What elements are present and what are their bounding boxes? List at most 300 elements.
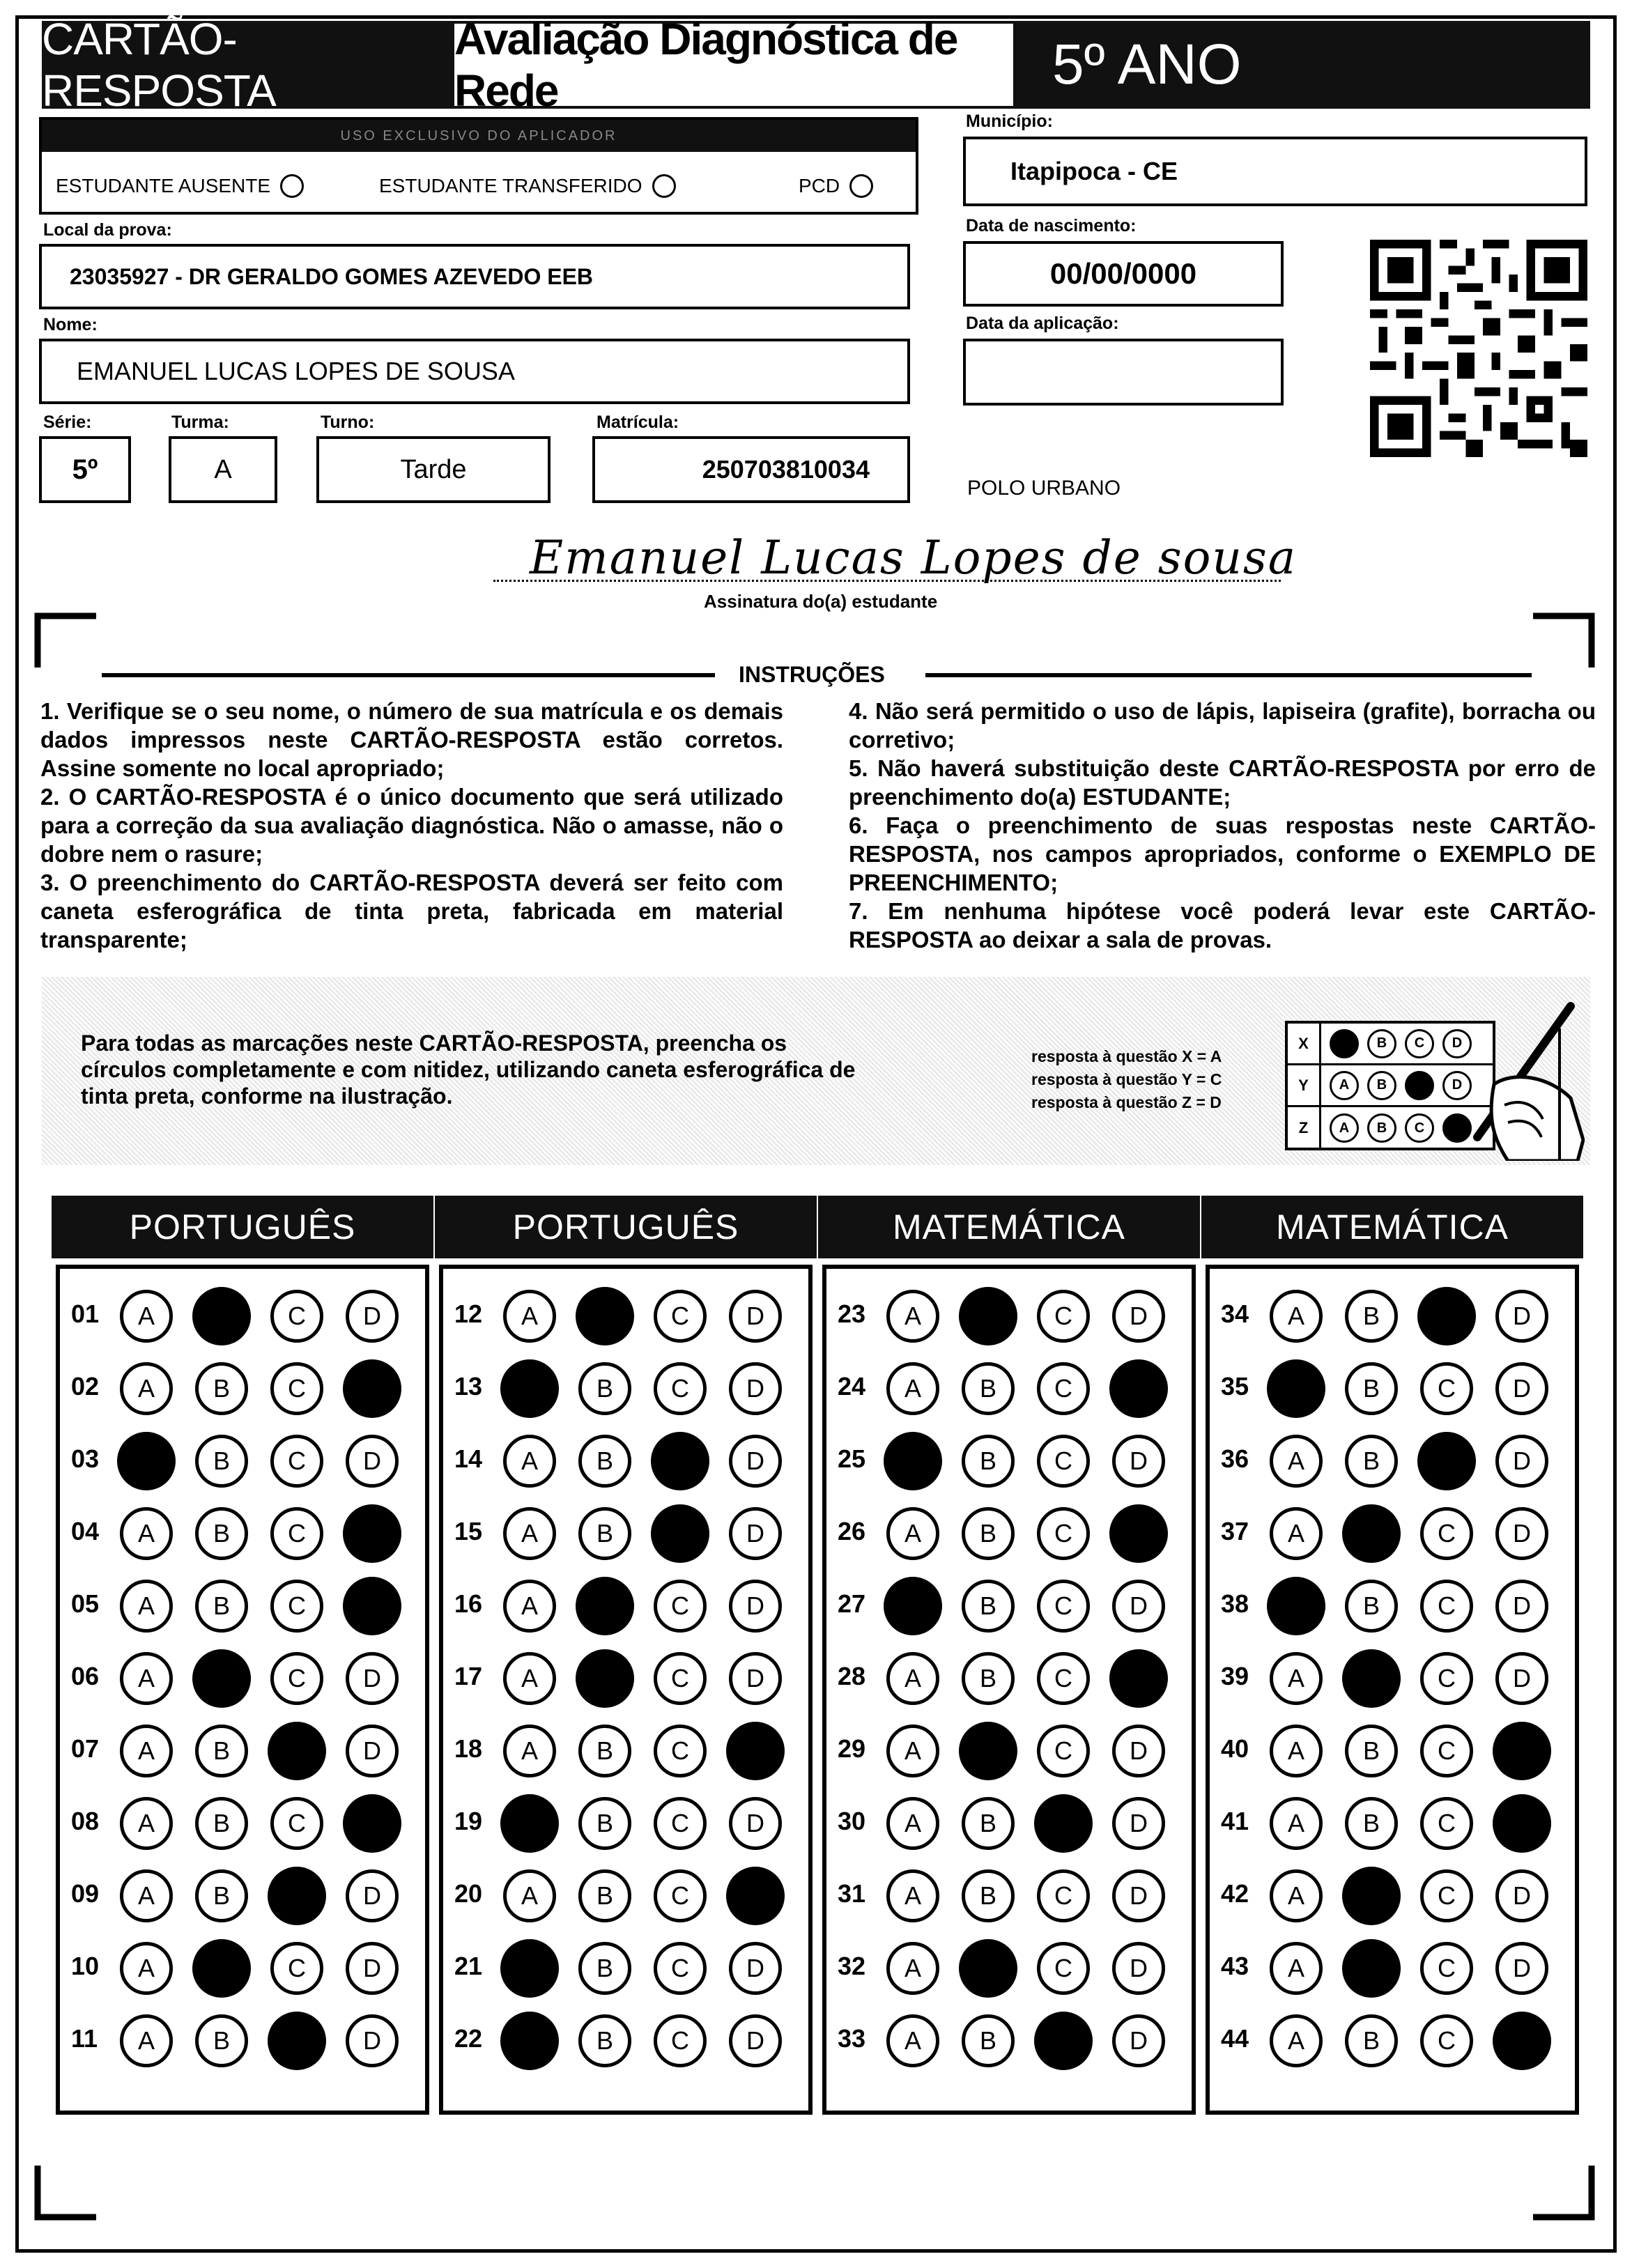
- answer-bubble-c[interactable]: C: [654, 1362, 707, 1415]
- answer-bubble-b[interactable]: B: [578, 1869, 631, 1922]
- matricula-field: [592, 436, 910, 503]
- answer-bubble-b[interactable]: B: [962, 1580, 1015, 1633]
- answer-bubble-a[interactable]: A: [120, 1580, 173, 1633]
- evaluation-title: Avaliação Diagnóstica de Rede: [452, 21, 1016, 109]
- example-bubble-a: A: [1330, 1071, 1359, 1100]
- answer-bubble-c[interactable]: C: [654, 1869, 707, 1922]
- status-bar-label: USO EXCLUSIVO DO APLICADOR: [42, 120, 916, 152]
- example-bubble-a: A: [1330, 1113, 1359, 1143]
- question-row: [1210, 2009, 1575, 2072]
- answer-bubble-b[interactable]: B: [1345, 1435, 1398, 1488]
- example-bubble-c: C: [1405, 1029, 1434, 1058]
- answer-bubble-a[interactable]: [500, 2012, 559, 2070]
- question-row: [826, 1791, 1192, 1854]
- question-number: 16: [454, 1589, 483, 1618]
- answer-bubble-c[interactable]: C: [1420, 1942, 1473, 1995]
- answer-bubble-d[interactable]: [726, 1722, 785, 1780]
- example-row: [1288, 1107, 1493, 1149]
- example-legend-z: resposta à questão Z = D: [1031, 1093, 1222, 1111]
- answer-bubble-c[interactable]: C: [1420, 2014, 1473, 2067]
- answer-bubble-d[interactable]: D: [729, 1580, 782, 1633]
- answer-bubble-d[interactable]: D: [1112, 1435, 1165, 1488]
- instruction-item: 6. Faça o preenchimento de suas respostas neste CARTÃO-RESPOSTA, nos campos apropriados, conforme o EXEMPLO DE PREENCHIMENTO;: [849, 812, 1596, 895]
- answer-bubble-b[interactable]: B: [195, 1797, 248, 1850]
- answer-bubble-d[interactable]: [343, 1794, 401, 1853]
- question-number: 39: [1221, 1662, 1249, 1690]
- example-legend-y: resposta à questão Y = C: [1031, 1070, 1222, 1088]
- answer-bubble-c[interactable]: C: [1037, 1435, 1090, 1488]
- answer-bubble-a[interactable]: A: [1270, 1725, 1323, 1777]
- answer-bubble-c[interactable]: C: [1037, 1290, 1090, 1343]
- answer-bubble-b[interactable]: B: [962, 1507, 1015, 1560]
- question-number: 41: [1221, 1807, 1249, 1835]
- answer-bubble-d[interactable]: [1493, 1722, 1551, 1780]
- answer-bubble-d[interactable]: D: [1495, 1869, 1548, 1922]
- answer-bubble-a[interactable]: A: [503, 1507, 556, 1560]
- exam-location-field: [39, 244, 910, 309]
- application-date-label: Data da aplicação:: [966, 314, 1119, 333]
- answer-bubble-a[interactable]: A: [120, 1652, 173, 1705]
- section-title: MATEMÁTICA: [1201, 1196, 1583, 1258]
- answer-bubble-c[interactable]: C: [270, 1942, 323, 1995]
- answer-bubble-b[interactable]: B: [195, 1507, 248, 1560]
- answer-bubble-d[interactable]: [1109, 1504, 1168, 1563]
- answer-bubble-d[interactable]: D: [1112, 1869, 1165, 1922]
- answer-bubble-b[interactable]: B: [578, 2014, 631, 2067]
- question-number: 19: [454, 1807, 483, 1835]
- answer-bubble-d[interactable]: D: [1495, 1435, 1548, 1488]
- answer-bubble-b[interactable]: B: [578, 1362, 631, 1415]
- question-row: [60, 1719, 425, 1782]
- answer-bubble-c[interactable]: C: [270, 1580, 323, 1633]
- question-number: 37: [1221, 1517, 1249, 1545]
- answer-bubble-c[interactable]: C: [270, 1362, 323, 1415]
- answer-bubble-b[interactable]: B: [195, 1580, 248, 1633]
- example-row-label: Z: [1288, 1107, 1321, 1149]
- question-number: 04: [71, 1517, 100, 1545]
- question-row: [1210, 1719, 1575, 1782]
- answer-bubble-c[interactable]: C: [654, 1652, 707, 1705]
- answer-bubble-b[interactable]: B: [578, 1942, 631, 1995]
- question-number: 09: [71, 1879, 100, 1908]
- answer-bubble-d[interactable]: D: [729, 1507, 782, 1560]
- answer-column: [1206, 1265, 1579, 2115]
- question-row: [60, 1936, 425, 1999]
- answer-bubble-c[interactable]: C: [654, 1290, 707, 1343]
- question-row: [60, 1357, 425, 1419]
- answer-bubble-c[interactable]: [1417, 1432, 1476, 1490]
- answer-bubble-b[interactable]: B: [962, 2014, 1015, 2067]
- answer-bubble-b[interactable]: B: [578, 1435, 631, 1488]
- answer-bubble-a[interactable]: A: [120, 1507, 173, 1560]
- question-number: 29: [838, 1734, 866, 1763]
- answer-bubble-b[interactable]: B: [195, 1869, 248, 1922]
- answer-bubble-a[interactable]: A: [120, 1725, 173, 1777]
- answer-bubble-b[interactable]: [959, 1287, 1017, 1345]
- answer-bubble-a[interactable]: A: [1270, 1435, 1323, 1488]
- question-number: 02: [71, 1372, 100, 1401]
- answer-bubble-b[interactable]: B: [962, 1652, 1015, 1705]
- answer-bubble-a[interactable]: A: [886, 1507, 939, 1560]
- question-number: 31: [838, 1879, 866, 1908]
- answer-bubble-c[interactable]: C: [654, 1580, 707, 1633]
- answer-bubble-a[interactable]: A: [1270, 1942, 1323, 1995]
- instructions-rule-left: [102, 673, 715, 677]
- answer-bubble-c[interactable]: C: [1037, 1362, 1090, 1415]
- answer-bubble-c[interactable]: C: [654, 2014, 707, 2067]
- question-number: 15: [454, 1517, 483, 1545]
- answer-bubble-a[interactable]: A: [503, 1652, 556, 1705]
- answer-bubble-a[interactable]: A: [886, 1725, 939, 1777]
- absent-option[interactable]: [56, 174, 304, 198]
- answer-bubble-b[interactable]: B: [1345, 2014, 1398, 2067]
- birthdate-field: [963, 241, 1284, 307]
- example-bubble-a: [1330, 1029, 1359, 1058]
- instructions-rule-right: [925, 673, 1532, 677]
- example-row: [1288, 1065, 1493, 1107]
- answer-bubble-b[interactable]: B: [1345, 1797, 1398, 1850]
- answer-bubble-c[interactable]: C: [1420, 1507, 1473, 1560]
- answer-bubble-c[interactable]: C: [1037, 1507, 1090, 1560]
- answer-bubble-d[interactable]: D: [729, 1652, 782, 1705]
- answer-bubble-c[interactable]: C: [1420, 1869, 1473, 1922]
- question-row: [60, 1502, 425, 1564]
- answer-bubble-b[interactable]: [576, 1577, 634, 1635]
- answer-bubble-c[interactable]: C: [1037, 1580, 1090, 1633]
- answer-bubble-a[interactable]: A: [1270, 1290, 1323, 1343]
- answer-bubble-c[interactable]: C: [654, 1725, 707, 1777]
- question-row: [443, 1284, 808, 1347]
- answer-bubble-d[interactable]: D: [1112, 2014, 1165, 2067]
- question-row: [60, 1284, 425, 1347]
- answer-bubble-a[interactable]: A: [120, 1362, 173, 1415]
- answer-bubble-b[interactable]: [192, 1287, 251, 1345]
- answer-bubble-a[interactable]: A: [1270, 1869, 1323, 1922]
- student-name-label: Nome:: [43, 315, 98, 334]
- answer-bubble-a[interactable]: [500, 1939, 559, 1998]
- answer-bubble-a[interactable]: A: [120, 1942, 173, 1995]
- answer-bubble-b[interactable]: B: [1345, 1362, 1398, 1415]
- answer-bubble-d[interactable]: D: [1495, 1362, 1548, 1415]
- answer-bubble-a[interactable]: [1267, 1577, 1325, 1635]
- turma-value: A: [214, 454, 232, 484]
- instruction-item: 3. O preenchimento do CARTÃO-RESPOSTA deverá ser feito com caneta esferográfica de tinta preta, fabricada em material transparente;: [40, 870, 783, 952]
- answer-bubble-c[interactable]: C: [1420, 1652, 1473, 1705]
- question-number: 35: [1221, 1372, 1249, 1401]
- answer-bubble-c[interactable]: C: [270, 1507, 323, 1560]
- answer-bubble-b[interactable]: B: [195, 1362, 248, 1415]
- absent-checkbox[interactable]: [280, 174, 304, 198]
- answer-bubble-b[interactable]: B: [195, 2014, 248, 2067]
- question-number: 23: [838, 1299, 866, 1328]
- answer-bubble-d[interactable]: [1493, 1794, 1551, 1853]
- question-number: 28: [838, 1662, 866, 1690]
- answer-bubble-a[interactable]: A: [120, 2014, 173, 2067]
- answer-bubble-d[interactable]: D: [346, 1725, 399, 1777]
- answer-bubble-c[interactable]: C: [270, 1797, 323, 1850]
- qr-code-icon: [1370, 238, 1587, 458]
- question-number: 07: [71, 1734, 100, 1763]
- answer-bubble-d[interactable]: D: [729, 1362, 782, 1415]
- answer-bubble-c[interactable]: C: [270, 1290, 323, 1343]
- turno-label: Turno:: [321, 412, 375, 432]
- question-row: [1210, 1646, 1575, 1709]
- card-title: CARTÃO-RESPOSTA: [42, 14, 276, 116]
- answer-bubble-c[interactable]: C: [1037, 1942, 1090, 1995]
- answer-bubble-d[interactable]: D: [729, 1797, 782, 1850]
- answer-bubble-d[interactable]: D: [729, 1290, 782, 1343]
- question-row: [826, 1646, 1192, 1709]
- answer-bubble-c[interactable]: C: [1420, 1797, 1473, 1850]
- answer-bubble-b[interactable]: B: [1345, 1725, 1398, 1777]
- instruction-item: 1. Verifique se o seu nome, o número de sua matrícula e os demais dados impressos neste CARTÃO-RESPOSTA estão corretos. Assine somente no local apropriado;: [40, 698, 783, 781]
- birthdate-value: 00/00/0000: [1049, 257, 1197, 290]
- answer-bubble-a[interactable]: A: [886, 1797, 939, 1850]
- answer-bubble-c[interactable]: C: [654, 1797, 707, 1850]
- answer-bubble-a[interactable]: A: [503, 1435, 556, 1488]
- answer-bubble-d[interactable]: D: [1495, 1942, 1548, 1995]
- answer-bubble-c[interactable]: C: [1420, 1580, 1473, 1633]
- answer-bubble-b[interactable]: B: [195, 1725, 248, 1777]
- answer-bubble-a[interactable]: A: [1270, 1507, 1323, 1560]
- example-bubble-d: D: [1442, 1029, 1472, 1058]
- answer-bubble-b[interactable]: [959, 1722, 1017, 1780]
- answer-bubble-b[interactable]: [192, 1939, 251, 1998]
- answer-bubble-c[interactable]: [268, 2012, 326, 2070]
- answer-bubble-d[interactable]: D: [1112, 1942, 1165, 1995]
- answer-bubble-b[interactable]: [959, 1939, 1017, 1998]
- answer-bubble-d[interactable]: [1109, 1649, 1168, 1708]
- answer-bubble-c[interactable]: [651, 1504, 709, 1563]
- question-number: 06: [71, 1662, 100, 1690]
- question-number: 10: [71, 1952, 100, 1980]
- pcd-label: PCD: [799, 175, 840, 196]
- transferred-option[interactable]: [379, 174, 676, 198]
- answer-bubble-b[interactable]: [1342, 1504, 1401, 1563]
- answer-bubble-d[interactable]: D: [1112, 1290, 1165, 1343]
- signature-line: [493, 580, 1281, 582]
- answer-bubble-d[interactable]: D: [346, 1869, 399, 1922]
- corner-mark-bottom-left: [33, 2166, 96, 2221]
- answer-bubble-b[interactable]: [192, 1649, 251, 1708]
- answer-bubble-d[interactable]: [343, 1504, 401, 1563]
- question-row: [1210, 1864, 1575, 1927]
- answer-bubble-a[interactable]: [1267, 1359, 1325, 1418]
- answer-bubble-c[interactable]: C: [1037, 1869, 1090, 1922]
- answer-bubble-c[interactable]: C: [270, 1435, 323, 1488]
- municipio-value: Itapipoca - CE: [1010, 157, 1178, 185]
- answer-bubble-c[interactable]: [1034, 1794, 1093, 1853]
- question-row: [443, 1502, 808, 1564]
- answer-bubble-c[interactable]: [268, 1722, 326, 1780]
- answer-bubble-a[interactable]: A: [503, 1290, 556, 1343]
- answer-bubble-a[interactable]: A: [886, 1290, 939, 1343]
- answer-bubble-a[interactable]: [500, 1794, 559, 1853]
- question-number: 03: [71, 1444, 100, 1473]
- corner-mark-bottom-right: [1533, 2166, 1596, 2221]
- answer-bubble-a[interactable]: A: [886, 2014, 939, 2067]
- answer-bubble-d[interactable]: [726, 1867, 785, 1925]
- answer-bubble-a[interactable]: A: [886, 1362, 939, 1415]
- student-name-value: EMANUEL LUCAS LOPES DE SOUSA: [77, 357, 515, 385]
- question-row: [826, 1719, 1192, 1782]
- answer-bubble-d[interactable]: D: [1495, 1290, 1548, 1343]
- answer-bubble-a[interactable]: [117, 1432, 176, 1490]
- answer-bubble-d[interactable]: D: [346, 1290, 399, 1343]
- answer-bubble-c[interactable]: [1417, 1287, 1476, 1345]
- question-number: 11: [71, 2024, 98, 2053]
- instruction-item: 7. Em nenhuma hipótese você poderá levar este CARTÃO-RESPOSTA ao deixar a sala de provas.: [849, 898, 1596, 952]
- answer-bubble-c[interactable]: [651, 1432, 709, 1490]
- question-row: [60, 1429, 425, 1492]
- answer-bubble-a[interactable]: A: [503, 1869, 556, 1922]
- answer-bubble-c[interactable]: C: [1037, 1652, 1090, 1705]
- answer-bubble-d[interactable]: D: [346, 1942, 399, 1995]
- question-number: 12: [454, 1299, 483, 1328]
- answer-bubble-d[interactable]: D: [346, 2014, 399, 2067]
- serie-value: 5º: [72, 454, 98, 485]
- answer-bubble-c[interactable]: [268, 1867, 326, 1925]
- answer-bubble-d[interactable]: [1109, 1359, 1168, 1418]
- answer-bubble-b[interactable]: B: [962, 1435, 1015, 1488]
- answer-bubble-a[interactable]: [884, 1577, 942, 1635]
- answer-bubble-d[interactable]: D: [346, 1435, 399, 1488]
- answer-bubble-a[interactable]: A: [503, 1580, 556, 1633]
- answer-bubble-b[interactable]: [1342, 1867, 1401, 1925]
- answer-bubble-d[interactable]: D: [1495, 1652, 1548, 1705]
- answer-bubble-a[interactable]: A: [120, 1290, 173, 1343]
- answer-bubble-c[interactable]: C: [1037, 1725, 1090, 1777]
- question-number: 33: [838, 2024, 866, 2053]
- answer-bubble-d[interactable]: D: [1495, 1507, 1548, 1560]
- answer-bubble-a[interactable]: A: [503, 1725, 556, 1777]
- student-name-field: [39, 339, 910, 404]
- answer-bubble-b[interactable]: B: [578, 1725, 631, 1777]
- question-row: [443, 1936, 808, 1999]
- question-row: [826, 1574, 1192, 1637]
- answer-bubble-b[interactable]: [1342, 1939, 1401, 1998]
- question-row: [443, 1719, 808, 1782]
- serie-label: Série:: [43, 412, 92, 432]
- example-bubble-c: C: [1405, 1113, 1434, 1143]
- transferred-label: ESTUDANTE TRANSFERIDO: [379, 175, 642, 196]
- corner-mark-top-right: [1533, 612, 1596, 668]
- answer-bubble-a[interactable]: [884, 1432, 942, 1490]
- answer-bubble-a[interactable]: [500, 1359, 559, 1418]
- answer-bubble-b[interactable]: B: [962, 1362, 1015, 1415]
- answer-bubble-b[interactable]: B: [1345, 1290, 1398, 1343]
- answer-bubble-b[interactable]: [576, 1287, 634, 1345]
- question-row: [443, 2009, 808, 2072]
- instruction-item: 4. Não será permitido o uso de lápis, lapiseira (grafite), borracha ou corretivo;: [849, 698, 1596, 753]
- answer-bubble-b[interactable]: B: [578, 1797, 631, 1850]
- answer-bubble-d[interactable]: [343, 1359, 401, 1418]
- grade-label: 5º ANO: [1052, 33, 1242, 96]
- turno-value: Tarde: [400, 454, 467, 484]
- hand-pen-icon: [1466, 1001, 1585, 1161]
- answer-bubble-d[interactable]: D: [1495, 1580, 1548, 1633]
- answer-bubble-d[interactable]: [1493, 2012, 1551, 2070]
- question-number: 08: [71, 1807, 100, 1835]
- example-legend: [1031, 1045, 1222, 1114]
- answer-bubble-d[interactable]: [343, 1577, 401, 1635]
- example-row-label: Y: [1288, 1065, 1321, 1105]
- question-number: 25: [838, 1444, 866, 1473]
- answer-bubble-b[interactable]: [1342, 1649, 1401, 1708]
- answer-bubble-a[interactable]: A: [1270, 1797, 1323, 1850]
- answer-bubble-b[interactable]: [576, 1649, 634, 1708]
- answer-bubble-a[interactable]: A: [120, 1869, 173, 1922]
- section-title: MATEMÁTICA: [818, 1196, 1200, 1258]
- question-number: 34: [1221, 1299, 1249, 1328]
- question-row: [1210, 1357, 1575, 1419]
- question-number: 05: [71, 1589, 100, 1618]
- answer-bubble-d[interactable]: D: [729, 1942, 782, 1995]
- question-number: 20: [454, 1879, 483, 1908]
- answer-bubble-c[interactable]: C: [1420, 1362, 1473, 1415]
- exam-location-value: 23035927 - DR GERALDO GOMES AZEVEDO EEB: [70, 263, 594, 289]
- instruction-item: 2. O CARTÃO-RESPOSTA é o único documento que será utilizado para a correção da sua avaliação diagnóstica. Não o amasse, não o dobre nem o rasure;: [40, 784, 783, 867]
- turma-label: Turma:: [171, 412, 229, 432]
- answer-column: [822, 1265, 1196, 2115]
- answer-bubble-d[interactable]: D: [729, 2014, 782, 2067]
- student-signature: Emanuel Lucas Lopes de sousa: [530, 531, 1298, 585]
- answer-bubble-d[interactable]: D: [1112, 1797, 1165, 1850]
- answer-bubble-a[interactable]: A: [1270, 1652, 1323, 1705]
- instruction-item: 5. Não haverá substituição deste CARTÃO-RESPOSTA por erro de preenchimento do(a) ESTUDANTE;: [849, 755, 1596, 810]
- example-row-label: X: [1288, 1024, 1321, 1063]
- answer-bubble-c[interactable]: C: [654, 1942, 707, 1995]
- application-date-field[interactable]: [963, 339, 1284, 406]
- answer-bubble-a[interactable]: A: [886, 1942, 939, 1995]
- example-legend-x: resposta à questão X = A: [1031, 1047, 1222, 1065]
- question-row: [1210, 1574, 1575, 1637]
- answer-bubble-d[interactable]: D: [346, 1652, 399, 1705]
- section-title: PORTUGUÊS: [52, 1196, 433, 1258]
- question-number: 40: [1221, 1734, 1249, 1763]
- answer-bubble-b[interactable]: B: [195, 1435, 248, 1488]
- answer-bubble-d[interactable]: D: [729, 1435, 782, 1488]
- answer-bubble-d[interactable]: D: [1112, 1580, 1165, 1633]
- matricula-value: 250703810034: [702, 455, 870, 484]
- answer-bubble-c[interactable]: [1034, 2012, 1093, 2070]
- answer-bubble-a[interactable]: A: [886, 1652, 939, 1705]
- answer-bubble-b[interactable]: B: [962, 1869, 1015, 1922]
- question-number: 01: [71, 1299, 100, 1328]
- question-number: 22: [454, 2024, 483, 2053]
- answer-bubble-a[interactable]: A: [886, 1869, 939, 1922]
- answer-bubble-a[interactable]: A: [1270, 2014, 1323, 2067]
- answer-bubble-c[interactable]: C: [270, 1652, 323, 1705]
- answer-bubble-a[interactable]: A: [120, 1797, 173, 1850]
- example-grid: [1285, 1021, 1495, 1150]
- question-row: [60, 1574, 425, 1637]
- answer-bubble-b[interactable]: B: [962, 1797, 1015, 1850]
- question-row: [443, 1864, 808, 1927]
- signature-caption: Assinatura do(a) estudante: [704, 591, 938, 612]
- transferred-checkbox[interactable]: [652, 174, 676, 198]
- question-number: 13: [454, 1372, 483, 1401]
- turno-field: [316, 436, 551, 503]
- pcd-option[interactable]: [799, 174, 873, 198]
- answer-bubble-c[interactable]: C: [1420, 1725, 1473, 1777]
- pcd-checkbox[interactable]: [849, 174, 873, 198]
- question-row: [443, 1357, 808, 1419]
- answer-bubble-b[interactable]: B: [578, 1507, 631, 1560]
- question-number: 27: [838, 1589, 866, 1618]
- answer-bubble-b[interactable]: B: [1345, 1580, 1398, 1633]
- answer-bubble-d[interactable]: D: [1112, 1725, 1165, 1777]
